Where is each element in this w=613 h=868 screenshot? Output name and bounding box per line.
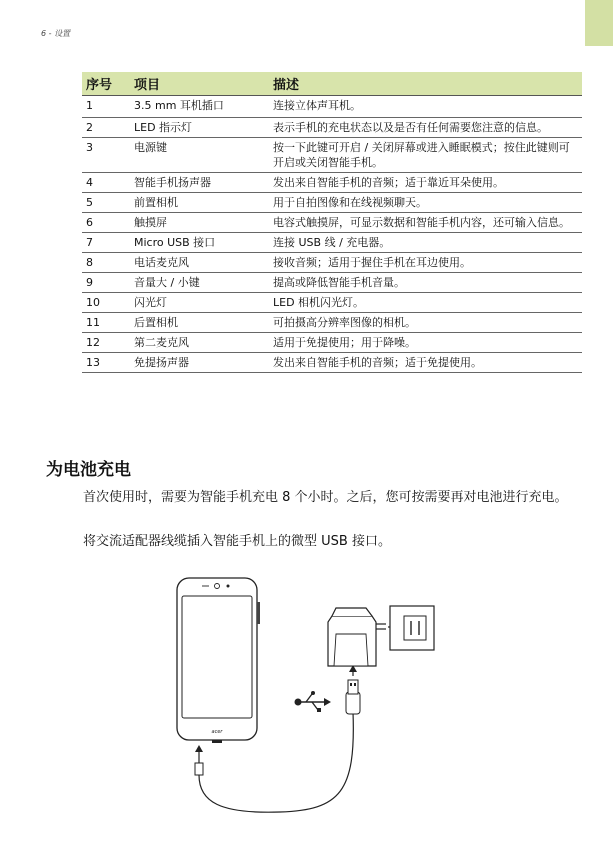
table-row bbox=[82, 313, 582, 333]
paragraph-charge-time: 首次使用时，需要为智能手机充电 8 个小时。之后，您可按需要再对电池进行充电。 bbox=[83, 490, 568, 505]
row-item: 闪光灯 bbox=[130, 293, 269, 313]
charging-illustration bbox=[160, 572, 460, 822]
row-item: Micro USB 接口 bbox=[130, 233, 269, 253]
table-row bbox=[82, 213, 582, 233]
table-row bbox=[82, 118, 582, 138]
usb-symbol-icon bbox=[295, 691, 332, 712]
row-description: 提高或降低智能手机音量。 bbox=[269, 273, 582, 293]
phone-screen bbox=[182, 596, 252, 718]
row-description: 可拍摄高分辨率图像的相机。 bbox=[269, 313, 582, 333]
row-number: 7 bbox=[82, 233, 130, 253]
row-item: 3.5 mm 耳机插口 bbox=[130, 96, 269, 118]
table-row bbox=[82, 333, 582, 353]
row-item: 智能手机扬声器 bbox=[130, 173, 269, 193]
row-number: 3 bbox=[82, 138, 130, 173]
header-item: 项目 bbox=[130, 72, 269, 96]
component-table bbox=[82, 72, 582, 373]
table-row bbox=[82, 353, 582, 373]
row-description: 按一下此键可开启 / 关闭屏幕或进入睡眠模式；按住此键则可开启或关闭智能手机。 bbox=[269, 138, 582, 173]
row-item: 音量大 / 小键 bbox=[130, 273, 269, 293]
side-button bbox=[257, 602, 260, 624]
header-number: 序号 bbox=[82, 72, 130, 96]
row-item: LED 指示灯 bbox=[130, 118, 269, 138]
row-description: 电容式触摸屏，可显示数据和智能手机内容，还可输入信息。 bbox=[269, 213, 582, 233]
table-row bbox=[82, 293, 582, 313]
row-number: 2 bbox=[82, 118, 130, 138]
row-description: 表示手机的充电状态以及是否有任何需要您注意的信息。 bbox=[269, 118, 582, 138]
header-accent-bar bbox=[585, 0, 613, 46]
row-description: 发出来自智能手机的音频；适于免提使用。 bbox=[269, 353, 582, 373]
row-item: 后置相机 bbox=[130, 313, 269, 333]
row-number: 11 bbox=[82, 313, 130, 333]
row-number: 6 bbox=[82, 213, 130, 233]
table-row bbox=[82, 193, 582, 213]
row-description: 连接立体声耳机。 bbox=[269, 96, 582, 118]
row-number: 4 bbox=[82, 173, 130, 193]
table-row bbox=[82, 253, 582, 273]
micro-usb-plug bbox=[195, 763, 203, 775]
usb-plug bbox=[348, 680, 358, 694]
table-row bbox=[82, 96, 582, 118]
row-number: 1 bbox=[82, 96, 130, 118]
row-description: 用于自拍图像和在线视频聊天。 bbox=[269, 193, 582, 213]
row-item: 触摸屏 bbox=[130, 213, 269, 233]
row-number: 8 bbox=[82, 253, 130, 273]
row-description: 接收音频；适用于握住手机在耳边使用。 bbox=[269, 253, 582, 273]
row-number: 5 bbox=[82, 193, 130, 213]
row-item: 电源键 bbox=[130, 138, 269, 173]
section-title: 为电池充电 bbox=[46, 460, 131, 480]
paragraph-plug-in: 将交流适配器线缆插入智能手机上的微型 USB 接口。 bbox=[83, 534, 391, 549]
table-row bbox=[82, 173, 582, 193]
table-row bbox=[82, 273, 582, 293]
row-description: LED 相机闪光灯。 bbox=[269, 293, 582, 313]
table-header-row bbox=[82, 72, 582, 96]
page-label: 6 - 设置 bbox=[41, 29, 71, 38]
row-item: 第二麦克风 bbox=[130, 333, 269, 353]
row-number: 10 bbox=[82, 293, 130, 313]
row-item: 前置相机 bbox=[130, 193, 269, 213]
row-item: 免提扬声器 bbox=[130, 353, 269, 373]
row-number: 9 bbox=[82, 273, 130, 293]
row-number: 12 bbox=[82, 333, 130, 353]
table-row bbox=[82, 138, 582, 173]
row-number: 13 bbox=[82, 353, 130, 373]
row-description: 适用于免提使用；用于降噪。 bbox=[269, 333, 582, 353]
table-row bbox=[82, 233, 582, 253]
row-description: 连接 USB 线 / 充电器。 bbox=[269, 233, 582, 253]
row-item: 电话麦克风 bbox=[130, 253, 269, 273]
header-description: 描述 bbox=[269, 72, 582, 96]
earpiece-icon bbox=[227, 585, 230, 588]
phone-brand-logo: acer bbox=[211, 729, 223, 735]
row-description: 发出来自智能手机的音频；适于靠近耳朵使用。 bbox=[269, 173, 582, 193]
